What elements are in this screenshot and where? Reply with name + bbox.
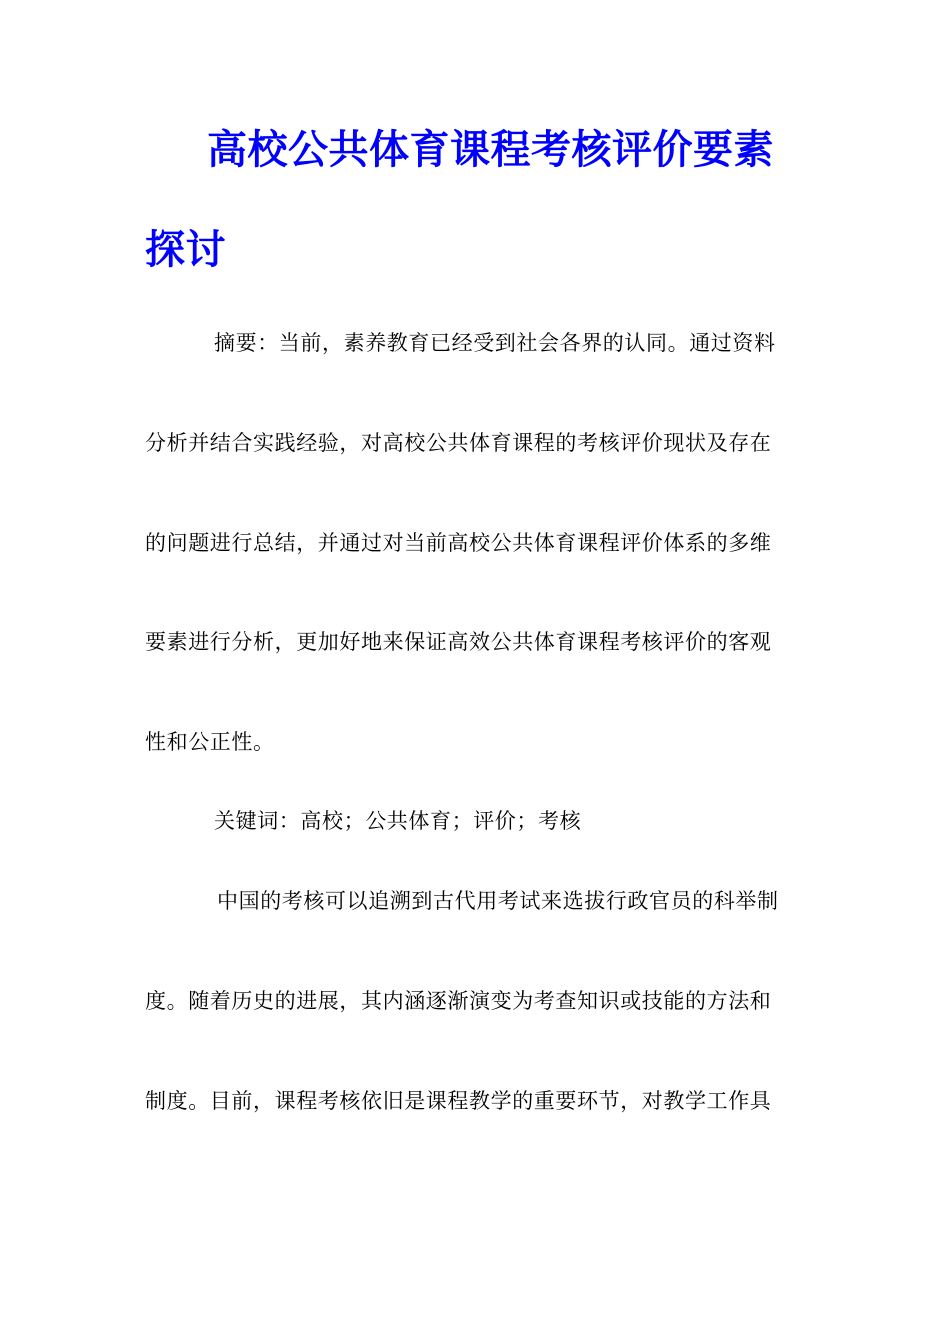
abstract-line-4: 要素进行分析，更加好地来保证高效公共体育课程考核评价的客观 (145, 630, 772, 654)
body-line-2: 度。随着历史的进展，其内涵逐渐演变为考查知识或技能的方法和 (145, 989, 772, 1013)
document-title-line-1: 高校公共体育课程考核评价要素 (207, 126, 774, 173)
abstract-line-1: 摘要：当前，素养教育已经受到社会各界的认同。通过资料 (214, 331, 776, 355)
document-title-line-2: 探讨 (145, 226, 226, 273)
body-line-1: 中国的考核可以追溯到古代用考试来选拔行政官员的科举制 (217, 889, 779, 913)
body-line-3: 制度。目前，课程考核依旧是课程教学的重要环节，对教学工作具 (145, 1089, 772, 1113)
abstract-line-2: 分析并结合实践经验，对高校公共体育课程的考核评价现状及存在 (145, 431, 772, 455)
abstract-line-5: 性和公正性。 (145, 730, 275, 754)
keywords-line: 关键词：高校；公共体育；评价；考核 (214, 809, 582, 833)
abstract-line-3: 的问题进行总结，并通过对当前高校公共体育课程评价体系的多维 (145, 531, 772, 555)
